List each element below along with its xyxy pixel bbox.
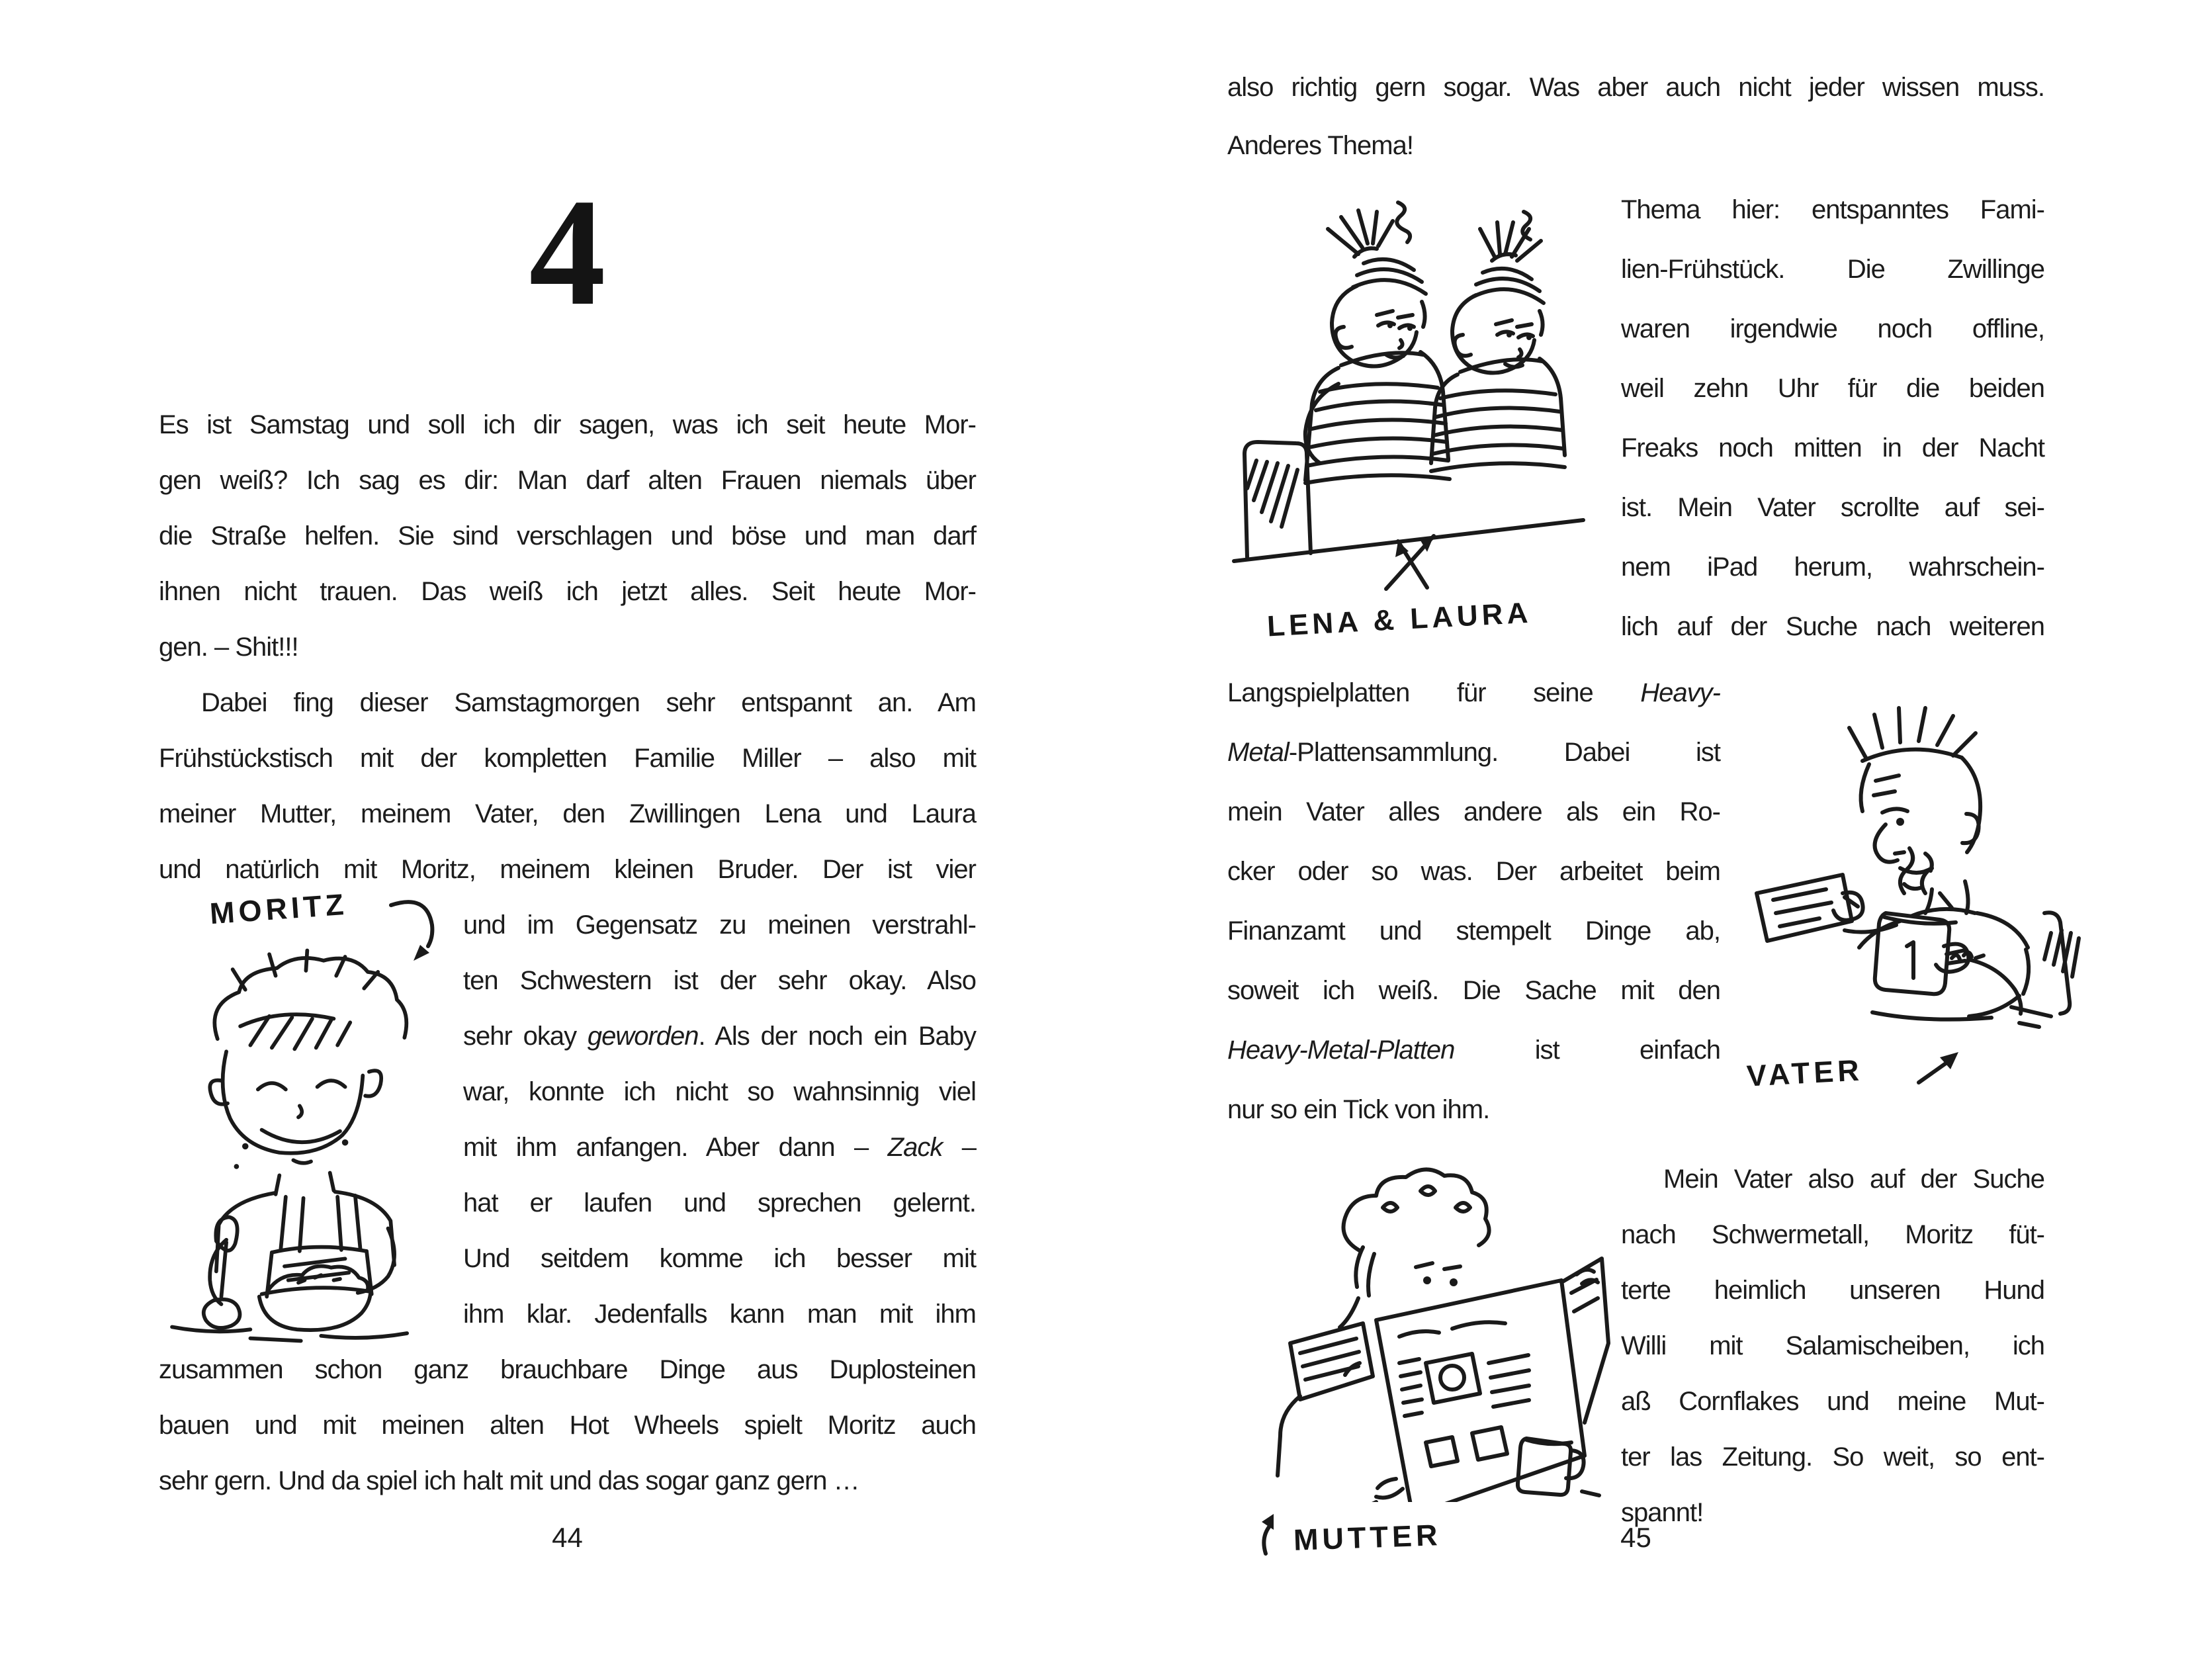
text-line: ten Schwestern ist der sehr okay. Also (463, 966, 976, 995)
text-line: also richtig gern sogar. Was aber auch nicht jeder wissen muss. (1227, 73, 2044, 102)
italic-text: Heavy-Metal-Platten (1227, 1036, 1455, 1065)
text-line: spannt! (1621, 1498, 1704, 1527)
text-line: gen weiß? Ich sag es dir: Man darf alten Frauen niemals über (159, 466, 976, 495)
text-line: weil zehn Uhr für die beiden (1621, 374, 2044, 403)
text-line: lich auf der Suche nach weiteren (1621, 612, 2044, 641)
italic-text: Zack (887, 1133, 943, 1162)
text-line: cker oder so was. Der arbeitet beim (1227, 857, 1720, 886)
paragraph-2-beside-image (463, 897, 976, 1342)
text-line: Mein Vater also auf der Suche (1663, 1165, 2044, 1194)
closing-paragraph (1621, 1151, 2044, 1540)
text-line: terte heimlich unseren Hund (1621, 1276, 2044, 1305)
twins-illustration (1227, 185, 1598, 655)
text-line: ter las Zeitung. So weit, so ent- (1621, 1442, 2044, 1472)
father-drawing (1733, 695, 2104, 1039)
text-line: Finanzamt und stempelt Dinge ab, (1227, 916, 1720, 946)
text-line: ihnen nicht trauen. Das weiß ich jetzt alles. Seit heute Mor- (159, 577, 976, 606)
text-line: bauen und mit meinen alten Hot Wheels spielt Moritz auch (159, 1411, 976, 1440)
chapter-number: 4 (529, 167, 606, 337)
text-segment: . Als der noch ein Baby (698, 1022, 977, 1051)
text-line: waren irgendwie noch offline, (1621, 314, 2044, 343)
text-line: sehr gern. Und da spiel ich halt mit und das sogar ganz gern … (159, 1466, 859, 1495)
text-line: lien-Frühstück. Die Zwillinge (1621, 255, 2044, 284)
text-segment: mit ihm anfangen. Aber dann – (463, 1133, 888, 1162)
text-segment: – (942, 1133, 977, 1162)
text-line: Frühstückstisch mit der kompletten Familie Miller – also mit (159, 744, 976, 773)
text-line (1227, 1020, 1720, 1080)
mother-illustration (1227, 1145, 1624, 1581)
text-line (463, 1120, 976, 1175)
text-line: soweit ich weiß. Die Sache mit den (1227, 976, 1720, 1005)
page-number-left: 44 (552, 1522, 583, 1553)
text-line: Es ist Samstag und soll ich dir sagen, was ich seit heute Mor- (159, 410, 976, 439)
text-line: zusammen schon ganz brauchbare Dinge aus Duplosteinen (159, 1355, 976, 1384)
italic-text: Heavy- (1640, 678, 1720, 707)
text-segment: -Plattensammlung. Dabei ist (1288, 738, 1720, 767)
twins-caption: LENA & LAURA (1266, 596, 1533, 643)
text-line: war, konnte ich nicht so wahnsinnig viel (463, 1077, 976, 1106)
text-line: nur so ein Tick von ihm. (1227, 1095, 1490, 1124)
paragraph-1 (159, 397, 976, 675)
father-illustration (1733, 695, 2117, 1118)
text-line: meiner Mutter, meinem Vater, den Zwillingen Lena und Laura (159, 799, 976, 828)
page-right (1094, 0, 2188, 1680)
paragraph-2-full (159, 675, 976, 897)
text-line: Willi mit Salamischeiben, ich (1621, 1331, 2044, 1360)
text-line: gen. – Shit!!! (159, 633, 298, 662)
page-number-right: 45 (1620, 1522, 1651, 1553)
text-line: ist. Mein Vater scrollte auf sei- (1621, 493, 2044, 522)
moritz-illustration (155, 880, 466, 1356)
text-line: Dabei fing dieser Samstagmorgen sehr entspannt an. Am (201, 688, 976, 717)
text-line: Anderes Thema! (1227, 131, 1413, 160)
text-line: aß Cornflakes und meine Mut- (1621, 1387, 2044, 1416)
father-caption-row (1747, 1044, 2011, 1104)
text-line: nem iPad herum, wahrschein- (1621, 553, 2044, 582)
text-segment: Langspielplatten für seine (1227, 678, 1641, 707)
text-line: mein Vater alles andere als ein Ro- (1227, 797, 1720, 826)
text-line: Thema hier: entspanntes Fami- (1621, 195, 2044, 224)
text-segment: ist einfach (1454, 1036, 1720, 1065)
text-line: Und seitdem komme ich besser mit (463, 1244, 976, 1273)
text-line: und im Gegensatz zu meinen verstrahl- (463, 910, 976, 940)
moritz-drawing (155, 943, 440, 1347)
father-caption: VATER (1745, 1053, 1864, 1093)
text-line: und natürlich mit Moritz, meinem kleinen Bruder. Der ist vier (159, 855, 976, 884)
italic-text: Metal (1227, 738, 1289, 767)
moritz-caption: MORITZ (208, 887, 349, 931)
paragraph-2-tail (159, 1342, 976, 1509)
text-line (1227, 723, 1720, 782)
text-line: nach Schwermetall, Moritz füt- (1621, 1220, 2044, 1249)
text-line: hat er laufen und sprechen gelernt. (463, 1188, 976, 1217)
text-line (1227, 663, 1720, 723)
arrow-icon (1912, 1044, 1972, 1090)
text-line (463, 1008, 976, 1064)
mother-drawing (1227, 1145, 1611, 1502)
father-paragraph (1227, 663, 1720, 1139)
text-segment: sehr okay (463, 1022, 588, 1051)
mother-caption: MUTTER (1293, 1518, 1442, 1557)
text-line: die Straße helfen. Sie sind verschlagen und böse und man darf (159, 521, 976, 551)
intro-paragraph (1227, 58, 2044, 175)
twins-drawing (1227, 185, 1588, 596)
text-line: ihm klar. Jedenfalls kann man mit ihm (463, 1300, 976, 1329)
italic-text: geworden (587, 1022, 699, 1051)
column-beside-twins (1621, 180, 2044, 656)
text-line: Freaks noch mitten in der Nacht (1621, 433, 2044, 463)
